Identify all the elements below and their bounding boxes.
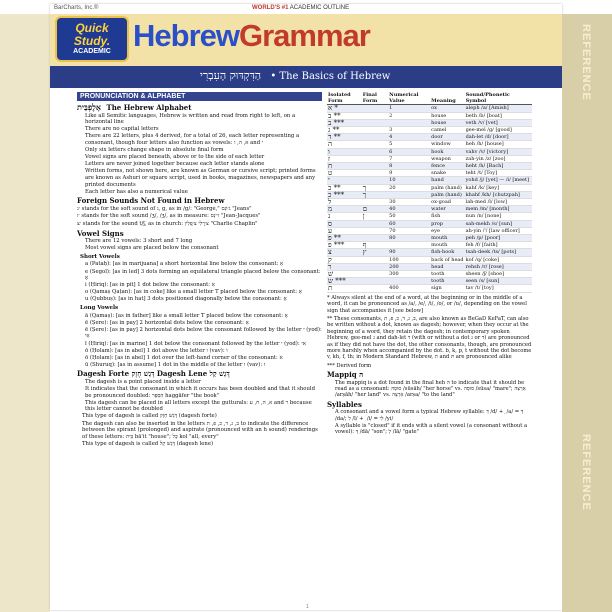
dagesh-sublist xyxy=(77,413,322,447)
table-cell: ק xyxy=(327,256,362,263)
alphabet-heading-text: The Hebrew Alphabet xyxy=(106,103,192,112)
table-cell: sheen /ʃ/ [shoe] xyxy=(465,271,532,278)
table-row xyxy=(327,191,532,198)
list-item: • The dagesh can also be inserted in the letters ב, ג, ד, כ, פ, ת to indicate the difference between the spirant (prolonged) and aspirate (pronounced with an h sound) renderings of these letters: בַּיִת bā'it "house"; כָּל kol "all, every" xyxy=(82,421,322,441)
logo-line1: Quick xyxy=(75,21,109,35)
publisher: BarCharts, Inc.® xyxy=(54,5,99,11)
table-cell: ה xyxy=(327,141,362,148)
table-cell: sah-mekh /s/ [sun] xyxy=(465,220,532,227)
table-cell: מ xyxy=(327,206,362,213)
list-item: • o (Qamaṣ Qaṭan): [as in coke] like a small letter T placed below the consonant: אָ xyxy=(85,289,322,296)
table-cell: ד ** xyxy=(327,134,362,141)
col-header-value: Numerical Value xyxy=(388,92,430,105)
list-item: • The dagesh is a point placed inside a letter xyxy=(85,379,322,386)
subtitle-text: • The Basics of Hebrew xyxy=(270,71,391,82)
series-rest: ACADEMIC OUTLINE xyxy=(289,5,350,11)
table-cell: mouth xyxy=(430,235,464,242)
table-cell: teht /t/ [Toy] xyxy=(465,170,532,177)
table-cell: ג ** xyxy=(327,127,362,134)
table-cell: ך xyxy=(362,184,388,191)
table-cell xyxy=(362,278,388,285)
left-column xyxy=(77,92,322,607)
foreign-line: ׳ג stands for the soft sound of ג, g, as in /g/: "George," ג׳וֹנְס "Jeans" xyxy=(77,205,252,212)
table-row xyxy=(327,199,532,206)
list-item: • i (Ḥiriq): [as in pit] 1 dot below the consonant: אִ xyxy=(85,282,322,289)
table-cell: fence xyxy=(430,163,464,170)
quickstudy-logo xyxy=(55,16,129,62)
table-cell: tooth xyxy=(430,271,464,278)
table-row xyxy=(327,271,532,278)
table-cell xyxy=(362,127,388,134)
table-cell: prop xyxy=(430,220,464,227)
table-cell: שׂ *** xyxy=(327,278,362,285)
table-row xyxy=(327,105,532,112)
table-cell: נ xyxy=(327,213,362,220)
table-cell: tav /t/ [toy] xyxy=(465,285,532,292)
page-title xyxy=(133,16,370,56)
table-cell xyxy=(362,256,388,263)
table-cell: 1 xyxy=(388,105,430,112)
table-cell: 2 xyxy=(388,112,430,119)
list-item: • ē (Ṣere): [as in pay] 2 horizontal dots below the consonant: אֵ xyxy=(85,320,322,327)
alphabet-list xyxy=(77,113,322,196)
list-item: • It indicates that the consonant in which it occurs has been doubled and that it should be pronounced doubled: הַסֵּפֶר haggāfer "the book" xyxy=(85,386,322,399)
table-cell xyxy=(362,227,388,234)
list-item: • The mappiq is a dot found in the final heh הּ to indicate that it should be read as a consonant: סוּסָהּ /sūsāh/ "her horse" vs. סוּסָה /sūsa/ "mare"; אַרְצָהּ /arṣāh/ "her land" vs. אַרְצָה /arṣa/ "to the land" xyxy=(335,380,532,399)
table-cell: peh /p/ [poor] xyxy=(465,235,532,242)
table-cell: פ ** xyxy=(327,235,362,242)
table-cell: tooth xyxy=(430,278,464,285)
note: * Always silent at the end of a word, at the beginning or in the middle of a word, it can be pronounced as /a/, /e/, /i/, /o/, or /u/, depending on the vowel sign that accompanies it [see below] xyxy=(327,294,527,314)
list-item: • There are no capital letters xyxy=(85,126,322,133)
list-item: • Like all Semitic languages, Hebrew is written and read from right to left, on a horizontal line xyxy=(85,113,322,126)
short-vowels-heading: Short Vowels xyxy=(80,253,120,260)
table-cell: 80 xyxy=(388,235,430,242)
table-row xyxy=(327,134,532,141)
table-cell: nun /n/ [none] xyxy=(465,213,532,220)
table-cell: ox xyxy=(430,105,464,112)
short-vowels-list xyxy=(77,261,322,303)
left-margin xyxy=(0,14,50,612)
table-row xyxy=(327,112,532,119)
table-cell: שׁ xyxy=(327,271,362,278)
dagesh-heading: Dagesh Forte דָּגֵשׁ חָזָק Dagesh Lene דָּגֵשׁ קַל xyxy=(77,369,230,379)
table-cell: veth /v/ [vet] xyxy=(465,119,532,126)
table-cell: ox-goad xyxy=(430,199,464,206)
table-cell: 7 xyxy=(388,155,430,162)
table-row xyxy=(327,227,532,234)
table-cell: פ *** xyxy=(327,242,362,249)
list-item: • This type of dagesh is called דָּגֵשׁ חָזָק (dagesh forte) xyxy=(82,413,322,420)
list-item: • ō (Ḥolam): [as in abel] 1 dot above the letter ו (vav): וֹ xyxy=(85,348,322,355)
side-label-bottom: REFERENCE xyxy=(580,434,592,511)
table-cell: weapon xyxy=(430,155,464,162)
table-cell: 9 xyxy=(388,170,430,177)
list-item: • ō (Ḥolam): [as in abel] 1 dot over the left-hand corner of the consonant: אֹ xyxy=(85,355,322,362)
title-part2: Grammar xyxy=(238,18,370,53)
table-row xyxy=(327,242,532,249)
alphabet-heading xyxy=(77,104,322,112)
table-row xyxy=(327,249,532,256)
table-cell xyxy=(388,242,430,249)
foreign-heading: Foreign Sounds Not Found in Hebrew xyxy=(77,196,225,206)
table-cell: water xyxy=(430,206,464,213)
list-item: • This dagesh can be placed in all letters except the gutturals: א, ה, ח, ע and ר because this letter cannot be doubled xyxy=(85,400,322,413)
table-cell: 90 xyxy=(388,249,430,256)
table-cell: א * xyxy=(327,105,362,112)
table-cell: tsah-deek /ts/ [pots] xyxy=(465,249,532,256)
table-row xyxy=(327,184,532,191)
table-cell: window xyxy=(430,141,464,148)
logo-line3: ACADEMIC xyxy=(73,48,111,55)
alphabet-table xyxy=(327,92,532,293)
list-item: • ē (Ṣere): [as in pay] 2 horizontal dots below the consonant followed by the letter י (yod): אֵי xyxy=(85,327,322,340)
table-cell: 5 xyxy=(388,141,430,148)
long-vowels-list xyxy=(77,313,322,369)
table-cell: yohd /j/ [yet] — /i/ [meet] xyxy=(465,177,532,184)
table-cell: palm (hand) xyxy=(430,191,464,198)
note: ** These consonants, ב, ג, ד, כ, פ, ת, are also known as BeGaD KeFaT, can also be written without a dot, known as dagesh; however, when they occur at the beginning of a word, they retain the dagesh; in contemporary spoken Hebrew, gee-mel ג and dah-let ד (with or without a dot ג or ד) are pronounced as if they did not have the dot, the other consonants, though, are pronounced more harshly when accompanied by the dot. b, k, p, t without the dot become v, kh, f, th; in Modern Standard Hebrew, ת and תּ are pronounced alike xyxy=(327,315,532,361)
table-cell: י xyxy=(327,177,362,184)
table-row xyxy=(327,177,532,184)
table-cell: mouth xyxy=(430,242,464,249)
col-header-meaning: Meaning xyxy=(430,92,464,105)
table-cell: 10 xyxy=(388,177,430,184)
table-cell xyxy=(388,191,430,198)
table-cell: 8 xyxy=(388,163,430,170)
table-cell: 300 xyxy=(388,271,430,278)
table-cell: 200 xyxy=(388,263,430,270)
table-cell: eye xyxy=(430,227,464,234)
right-column xyxy=(327,92,532,607)
table-cell: kof /q/ [coke] xyxy=(465,256,532,263)
table-cell xyxy=(388,278,430,285)
table-cell: house xyxy=(430,112,464,119)
table-cell: fish xyxy=(430,213,464,220)
table-cell: ס xyxy=(327,220,362,227)
list-item: • There are 22 letters, plus 4 derived, for a total of 26, each letter representing a consonant, though four letters also function as vowels: א, ה, ו and י xyxy=(85,133,322,146)
table-row xyxy=(327,206,532,213)
list-item: • A consonant and a vowel form a typical Hebrew syllable: דְּ /d/ + ָ /a/ = דָּ /da/; לִ /l/ + ִ /i/ = לִי /yi/ xyxy=(335,409,532,422)
list-item: • Each letter has also a numerical value xyxy=(85,189,322,196)
table-cell: gee-mel /g/ [good] xyxy=(465,127,532,134)
table-cell: 400 xyxy=(388,285,430,292)
table-cell: head xyxy=(430,263,464,270)
table-cell: ah-yin /'/ [law officer] xyxy=(465,227,532,234)
table-row xyxy=(327,220,532,227)
table-cell: sign xyxy=(430,285,464,292)
table-cell: kahf /k/ [key] xyxy=(465,184,532,191)
table-cell: 40 xyxy=(388,206,430,213)
right-side-band xyxy=(562,14,612,612)
vowels-list xyxy=(77,238,322,252)
table-cell: 4 xyxy=(388,134,430,141)
table-cell: heht /h/ [Bach] xyxy=(465,163,532,170)
table-cell: 3 xyxy=(388,127,430,134)
table-cell: snake xyxy=(430,170,464,177)
table-cell: ב ** xyxy=(327,112,362,119)
table-notes xyxy=(327,295,532,369)
table-cell: zah-yin /z/ [zoo] xyxy=(465,155,532,162)
list-item: • ū (Shuruq): [as in assume] 1 dot in the middle of the letter ו (vav): וּ xyxy=(85,362,322,369)
table-cell: ם xyxy=(362,206,388,213)
table-cell: ט xyxy=(327,170,362,177)
table-cell: 70 xyxy=(388,227,430,234)
table-cell: ץ xyxy=(362,249,388,256)
table-cell: fish-hook xyxy=(430,249,464,256)
mappiq-heading: Mappiq הּ xyxy=(327,370,364,380)
table-cell: aleph /a/ [Amish] xyxy=(465,105,532,112)
foreign-line: ׳ז stands for the soft sound /ʒ/, /ʒ/, as in measure: ז׳ינְס "Jean-Jacques" xyxy=(77,213,261,220)
table-row xyxy=(327,163,532,170)
table-cell: lah-med /l/ [low] xyxy=(465,199,532,206)
table-cell: palm (hand) xyxy=(430,184,464,191)
table-row xyxy=(327,148,532,155)
table-cell: vahv /v/ [victory] xyxy=(465,148,532,155)
foreign-line: ׳צ stands for the sound t/ʃ, as in church: צ׳ַרְלִי צ׳ַפְּלִין "Charlie Chaplin" xyxy=(77,221,258,227)
table-cell xyxy=(362,148,388,155)
mappiq-list xyxy=(327,380,532,399)
table-cell: heh /h/ [house] xyxy=(465,141,532,148)
col-header-sound: Sound/Phonetic Symbol xyxy=(465,92,532,105)
list-item: • e (Segol): [as in led] 3 dots forming an equilateral triangle placed below the consonant: אֶ xyxy=(85,269,322,282)
table-cell: 6 xyxy=(388,148,430,155)
table-cell: 50 xyxy=(388,213,430,220)
alphabet-heading-hebrew: אָלֶפְבֵּית xyxy=(77,102,102,112)
table-cell xyxy=(362,263,388,270)
list-item: • Letters are never joined together because each letter stands alone xyxy=(85,161,322,168)
table-cell: 30 xyxy=(388,199,430,206)
dagesh-list xyxy=(77,379,322,413)
table-cell: כ ** xyxy=(327,184,362,191)
table-row xyxy=(327,127,532,134)
section-title: PRONUNCIATION & ALPHABET xyxy=(77,92,322,101)
table-cell: ף xyxy=(362,242,388,249)
table-cell: camel xyxy=(430,127,464,134)
page-subtitle xyxy=(200,69,390,82)
list-item: • There are 12 vowels: 3 short and 7 long xyxy=(85,238,322,245)
table-cell: 60 xyxy=(388,220,430,227)
table-cell: rehsh /r/ [rose] xyxy=(465,263,532,270)
table-cell: ז xyxy=(327,155,362,162)
table-cell xyxy=(362,271,388,278)
table-cell xyxy=(362,285,388,292)
syllables-heading: Syllables xyxy=(327,399,362,409)
table-cell: 100 xyxy=(388,256,430,263)
table-cell: ר xyxy=(327,263,362,270)
table-cell xyxy=(362,119,388,126)
table-row xyxy=(327,141,532,148)
table-header-row xyxy=(327,92,532,105)
note: *** Derived form xyxy=(327,362,372,369)
table-cell xyxy=(362,220,388,227)
vowels-heading: Vowel Signs xyxy=(77,228,124,238)
table-row xyxy=(327,278,532,285)
table-row xyxy=(327,256,532,263)
page-number: 1 xyxy=(306,604,309,610)
table-cell: beth /b/ [boat] xyxy=(465,112,532,119)
list-item: • This type of dagesh is called דָּגֵשׁ קַל (dagesh lene) xyxy=(82,441,322,448)
table-cell xyxy=(362,163,388,170)
table-cell xyxy=(362,141,388,148)
table-cell xyxy=(362,105,388,112)
table-cell xyxy=(362,170,388,177)
list-item: • u (Qubbuṣ): [as in hat] 3 dots positioned diagonally below the consonant: אֻ xyxy=(85,296,322,303)
table-row xyxy=(327,170,532,177)
long-vowels-heading: Long Vowels xyxy=(80,305,119,312)
table-cell: ן xyxy=(362,213,388,220)
title-part1: Hebrew xyxy=(133,18,239,53)
logo-line2: Study. xyxy=(73,34,111,48)
table-cell: כ *** xyxy=(327,191,362,198)
table-cell: ת xyxy=(327,285,362,292)
list-item: • Vowel signs are placed beneath, above or to the side of each letter xyxy=(85,154,322,161)
list-item: • ā (Qamaṣ): [as in father] like a small letter T placed below the consonant: אָ xyxy=(85,313,322,320)
table-row xyxy=(327,235,532,242)
table-cell xyxy=(388,119,430,126)
table-cell: hand xyxy=(430,177,464,184)
table-cell: ב *** xyxy=(327,119,362,126)
table-cell: door xyxy=(430,134,464,141)
table-cell xyxy=(362,112,388,119)
table-cell: seen /s/ [sun] xyxy=(465,278,532,285)
table-cell: back of head xyxy=(431,256,464,263)
table-cell: ח xyxy=(327,163,362,170)
table-cell: ך xyxy=(362,191,388,198)
series-label xyxy=(252,5,349,11)
table-cell: hook xyxy=(430,148,464,155)
series-prefix: WORLD'S #1 xyxy=(252,5,289,11)
table-cell xyxy=(362,155,388,162)
table-cell: ל xyxy=(327,199,362,206)
table-cell: צ xyxy=(327,249,362,256)
table-cell: mem /m/ [month] xyxy=(465,206,532,213)
table-cell: 20 xyxy=(388,184,430,191)
side-label-top: REFERENCE xyxy=(580,24,592,101)
col-header-final: Final Form xyxy=(362,92,388,105)
table-cell: ו xyxy=(327,148,362,155)
list-item: • A syllable is "closed" if it ends with a silent vowel (a consonant without a vowel): דָּ /dā/ "son"; לְ /lā/ "gate" xyxy=(335,423,532,436)
table-cell: house xyxy=(430,119,464,126)
table-row xyxy=(327,155,532,162)
subtitle-hebrew: הַדִּקְדּוּק הָעִבְרִי xyxy=(200,69,262,82)
table-row xyxy=(327,213,532,220)
list-item: • ī (Ḥiriq): [as in marine] 1 dot below the consonant followed by the letter י (yod): אִי xyxy=(85,341,322,348)
table-cell xyxy=(362,134,388,141)
list-item: • Most vowel signs are placed below the consonant xyxy=(85,245,322,252)
table-row xyxy=(327,119,532,126)
list-item: • Only six letters change shape in absolute final form xyxy=(85,147,322,154)
table-cell: khahf /kh/ [chutzpah] xyxy=(465,191,532,198)
list-item: • a (Pataḥ): [as in marijuana] a short horizontal line below the consonant: אַ xyxy=(85,261,322,268)
table-cell: feh /f/ [faith] xyxy=(465,242,532,249)
col-header-isolated: Isolated Form xyxy=(327,92,362,105)
table-cell: ע xyxy=(327,227,362,234)
table-cell: dah-let /d/ [door] xyxy=(465,134,532,141)
table-row xyxy=(327,285,532,292)
list-item: • Written forms, not shown here, are known as German or cursive script; printed forms are known as Ashuri or square script, used in books, magazines, newspapers and any printed documents xyxy=(85,168,322,188)
syllables-list xyxy=(327,409,532,435)
alphabet-table-body xyxy=(327,105,532,292)
table-row xyxy=(327,263,532,270)
